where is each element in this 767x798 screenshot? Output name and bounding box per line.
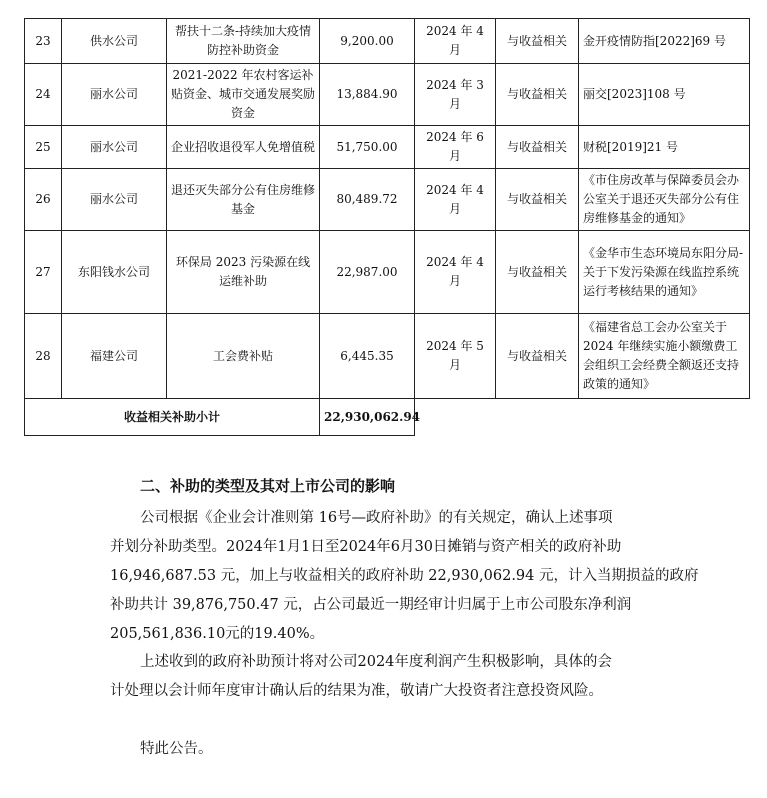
amount-cell: 51,750.00 [320,126,415,169]
time-cell: 2024 年 5 月 [415,314,496,399]
time-cell: 2024 年 3 月 [415,64,496,126]
project-cell: 环保局 2023 污染源在线运维补助 [167,231,320,314]
row-index: 25 [25,126,62,169]
subtotal-amount: 22,930,062.94 [320,399,415,436]
table-row [25,64,750,126]
subsidy-table [24,18,750,436]
amount-cell: 80,489.72 [320,169,415,231]
table-row [25,126,750,169]
time-cell: 2024 年 4 月 [415,19,496,64]
company-cell: 东阳钱水公司 [62,231,167,314]
project-cell: 帮扶十二条-持续加大疫情防控补助资金 [167,19,320,64]
company-cell: 丽水公司 [62,169,167,231]
amount-cell: 9,200.00 [320,19,415,64]
company-cell: 供水公司 [62,19,167,64]
table-row [25,19,750,64]
time-cell: 2024 年 6 月 [415,126,496,169]
amount-cell: 6,445.35 [320,314,415,399]
basis-cell: 丽交[2023]108 号 [579,64,750,126]
paragraph-continuation: 计处理以会计师年度审计确认后的结果为准，敬请广大投资者注意投资风险。 [110,683,603,699]
project-cell: 2021-2022 年农村客运补贴资金、城市交通发展奖励资金 [167,64,320,126]
table-row [25,314,750,399]
project-cell: 退还灭失部分公有住房维修基金 [167,169,320,231]
project-cell: 企业招收退役军人免增值税 [167,126,320,169]
type-cell: 与收益相关 [496,64,579,126]
amount-cell: 13,884.90 [320,64,415,126]
amount-cell: 22,987.00 [320,231,415,314]
basis-cell: 金开疫情防指[2022]69 号 [579,19,750,64]
type-cell: 与收益相关 [496,169,579,231]
row-index: 28 [25,314,62,399]
time-cell: 2024 年 4 月 [415,231,496,314]
row-index: 26 [25,169,62,231]
table-row [25,169,750,231]
basis-cell: 《金华市生态环境局东阳分局-关于下发污染源在线监控系统运行考核结果的通知》 [579,231,750,314]
basis-cell: 《福建省总工会办公室关于 2024 年继续实施小额缴费工会组织工会经费全额返还支持政策的通知》 [579,314,750,399]
company-cell: 丽水公司 [62,64,167,126]
table-row [25,231,750,314]
type-cell: 与收益相关 [496,231,579,314]
subtotal-label: 收益相关补助小计 [25,399,320,436]
company-cell: 丽水公司 [62,126,167,169]
project-cell: 工会费补贴 [167,314,320,399]
paragraph-first-line: 公司根据《企业会计准则第 16号—政府补助》的有关规定，确认上述事项 [140,510,613,526]
type-cell: 与收益相关 [496,19,579,64]
row-index: 24 [25,64,62,126]
paragraph-impact [110,648,700,706]
basis-cell: 《市住房改革与保障委员会办公室关于退还灭失部分公有住房维修基金的通知》 [579,169,750,231]
paragraph-subsidy-type [110,504,700,649]
subtotal-row [25,399,750,436]
basis-cell: 财税[2019]21 号 [579,126,750,169]
company-cell: 福建公司 [62,314,167,399]
section-heading: 二、补助的类型及其对上市公司的影响 [140,477,396,495]
type-cell: 与收益相关 [496,126,579,169]
paragraph-continuation: 并划分补助类型。2024年1月1日至2024年6月30日摊销与资产相关的政府补助 16,946,687.53 元，加上与收益相关的政府补助 22,930,062.94 元，计入当期损益的政府补助共计 39,876,750.47 元，占公司最近一期经审计归属于上市公司股东净利润205,561,836.10元的19.40%。 [110,539,699,642]
type-cell: 与收益相关 [496,314,579,399]
subtotal-empty-cell [415,399,750,436]
row-index: 27 [25,231,62,314]
paragraph-first-line: 上述收到的政府补助预计将对公司2024年度利润产生积极影响，具体的会 [140,654,612,670]
row-index: 23 [25,19,62,64]
time-cell: 2024 年 4 月 [415,169,496,231]
closing-remark: 特此公告。 [140,741,213,757]
